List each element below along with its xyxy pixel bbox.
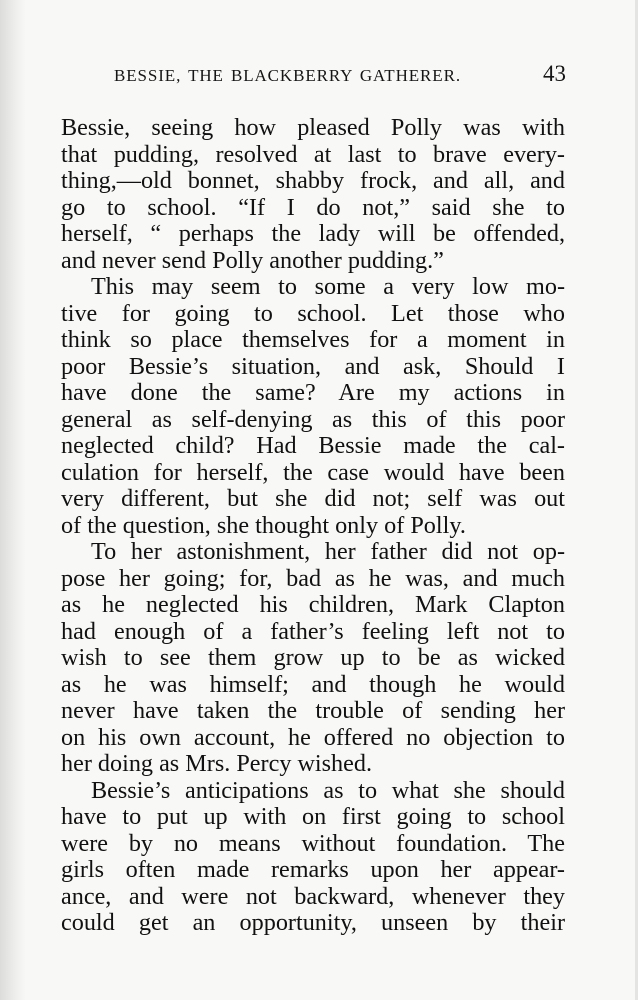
text-line: and never send Polly another pudding.” — [61, 246, 444, 274]
text-line: Bessie’s anticipations as to what she should — [91, 776, 565, 804]
text-line: never have taken the trouble of sending her — [61, 697, 565, 724]
text-line: think so place themselves for a moment in — [61, 326, 565, 353]
text-line: tive for going to school. Let those who — [61, 299, 565, 327]
text-line: have to put up with on first going to school — [61, 803, 565, 830]
text-line: have done the same? Are my actions in — [61, 379, 565, 406]
text-line: general as self-denying as this of this poor — [61, 405, 565, 433]
text-line: as he neglected his children, Mark Clapton — [61, 591, 565, 618]
text-line: that pudding, resolved at last to brave every- — [61, 140, 565, 168]
text-line: herself, “ perhaps the lady will be offended, — [61, 220, 565, 247]
running-title: BESSIE, THE BLACKBERRY GATHERER. — [114, 66, 461, 85]
text-line: go to school. “If I do not,” said she to — [61, 193, 565, 221]
body-text — [61, 115, 565, 937]
text-line: culation for herself, the case would have been — [61, 458, 565, 486]
text-line: very different, but she did not; self was out — [61, 485, 565, 512]
text-line: To her astonishment, her father did not op- — [91, 538, 565, 565]
text-line: as he was himself; and though he would — [61, 670, 565, 698]
text-line: wish to see them grow up to be as wicked — [61, 644, 565, 671]
page-header — [114, 62, 566, 90]
text-line: girls often made remarks upon her appear- — [61, 856, 565, 883]
text-line: were by no means without foundation. The — [61, 829, 565, 857]
text-line: poor Bessie’s situation, and ask, Should I — [61, 352, 565, 380]
text-line: Bessie, seeing how pleased Polly was with — [61, 114, 565, 141]
text-line: could get an opportunity, unseen by their — [61, 909, 565, 936]
text-line: This may seem to some a very low mo- — [91, 273, 565, 300]
text-line: thing,—old bonnet, shabby frock, and all, and — [61, 167, 565, 194]
text-line: ance, and were not backward, whenever they — [61, 882, 565, 910]
text-line: pose her going; for, bad as he was, and much — [61, 564, 565, 592]
page-number: 43 — [543, 61, 566, 86]
page-gutter-shadow — [0, 0, 26, 1000]
text-line: neglected child? Had Bessie made the cal- — [61, 432, 565, 459]
text-line: of the question, she thought only of Polly. — [61, 511, 466, 539]
text-line: her doing as Mrs. Percy wished. — [61, 750, 373, 777]
text-line: had enough of a father’s feeling left not to — [61, 617, 565, 645]
text-line: on his own account, he offered no objection to — [61, 723, 565, 751]
